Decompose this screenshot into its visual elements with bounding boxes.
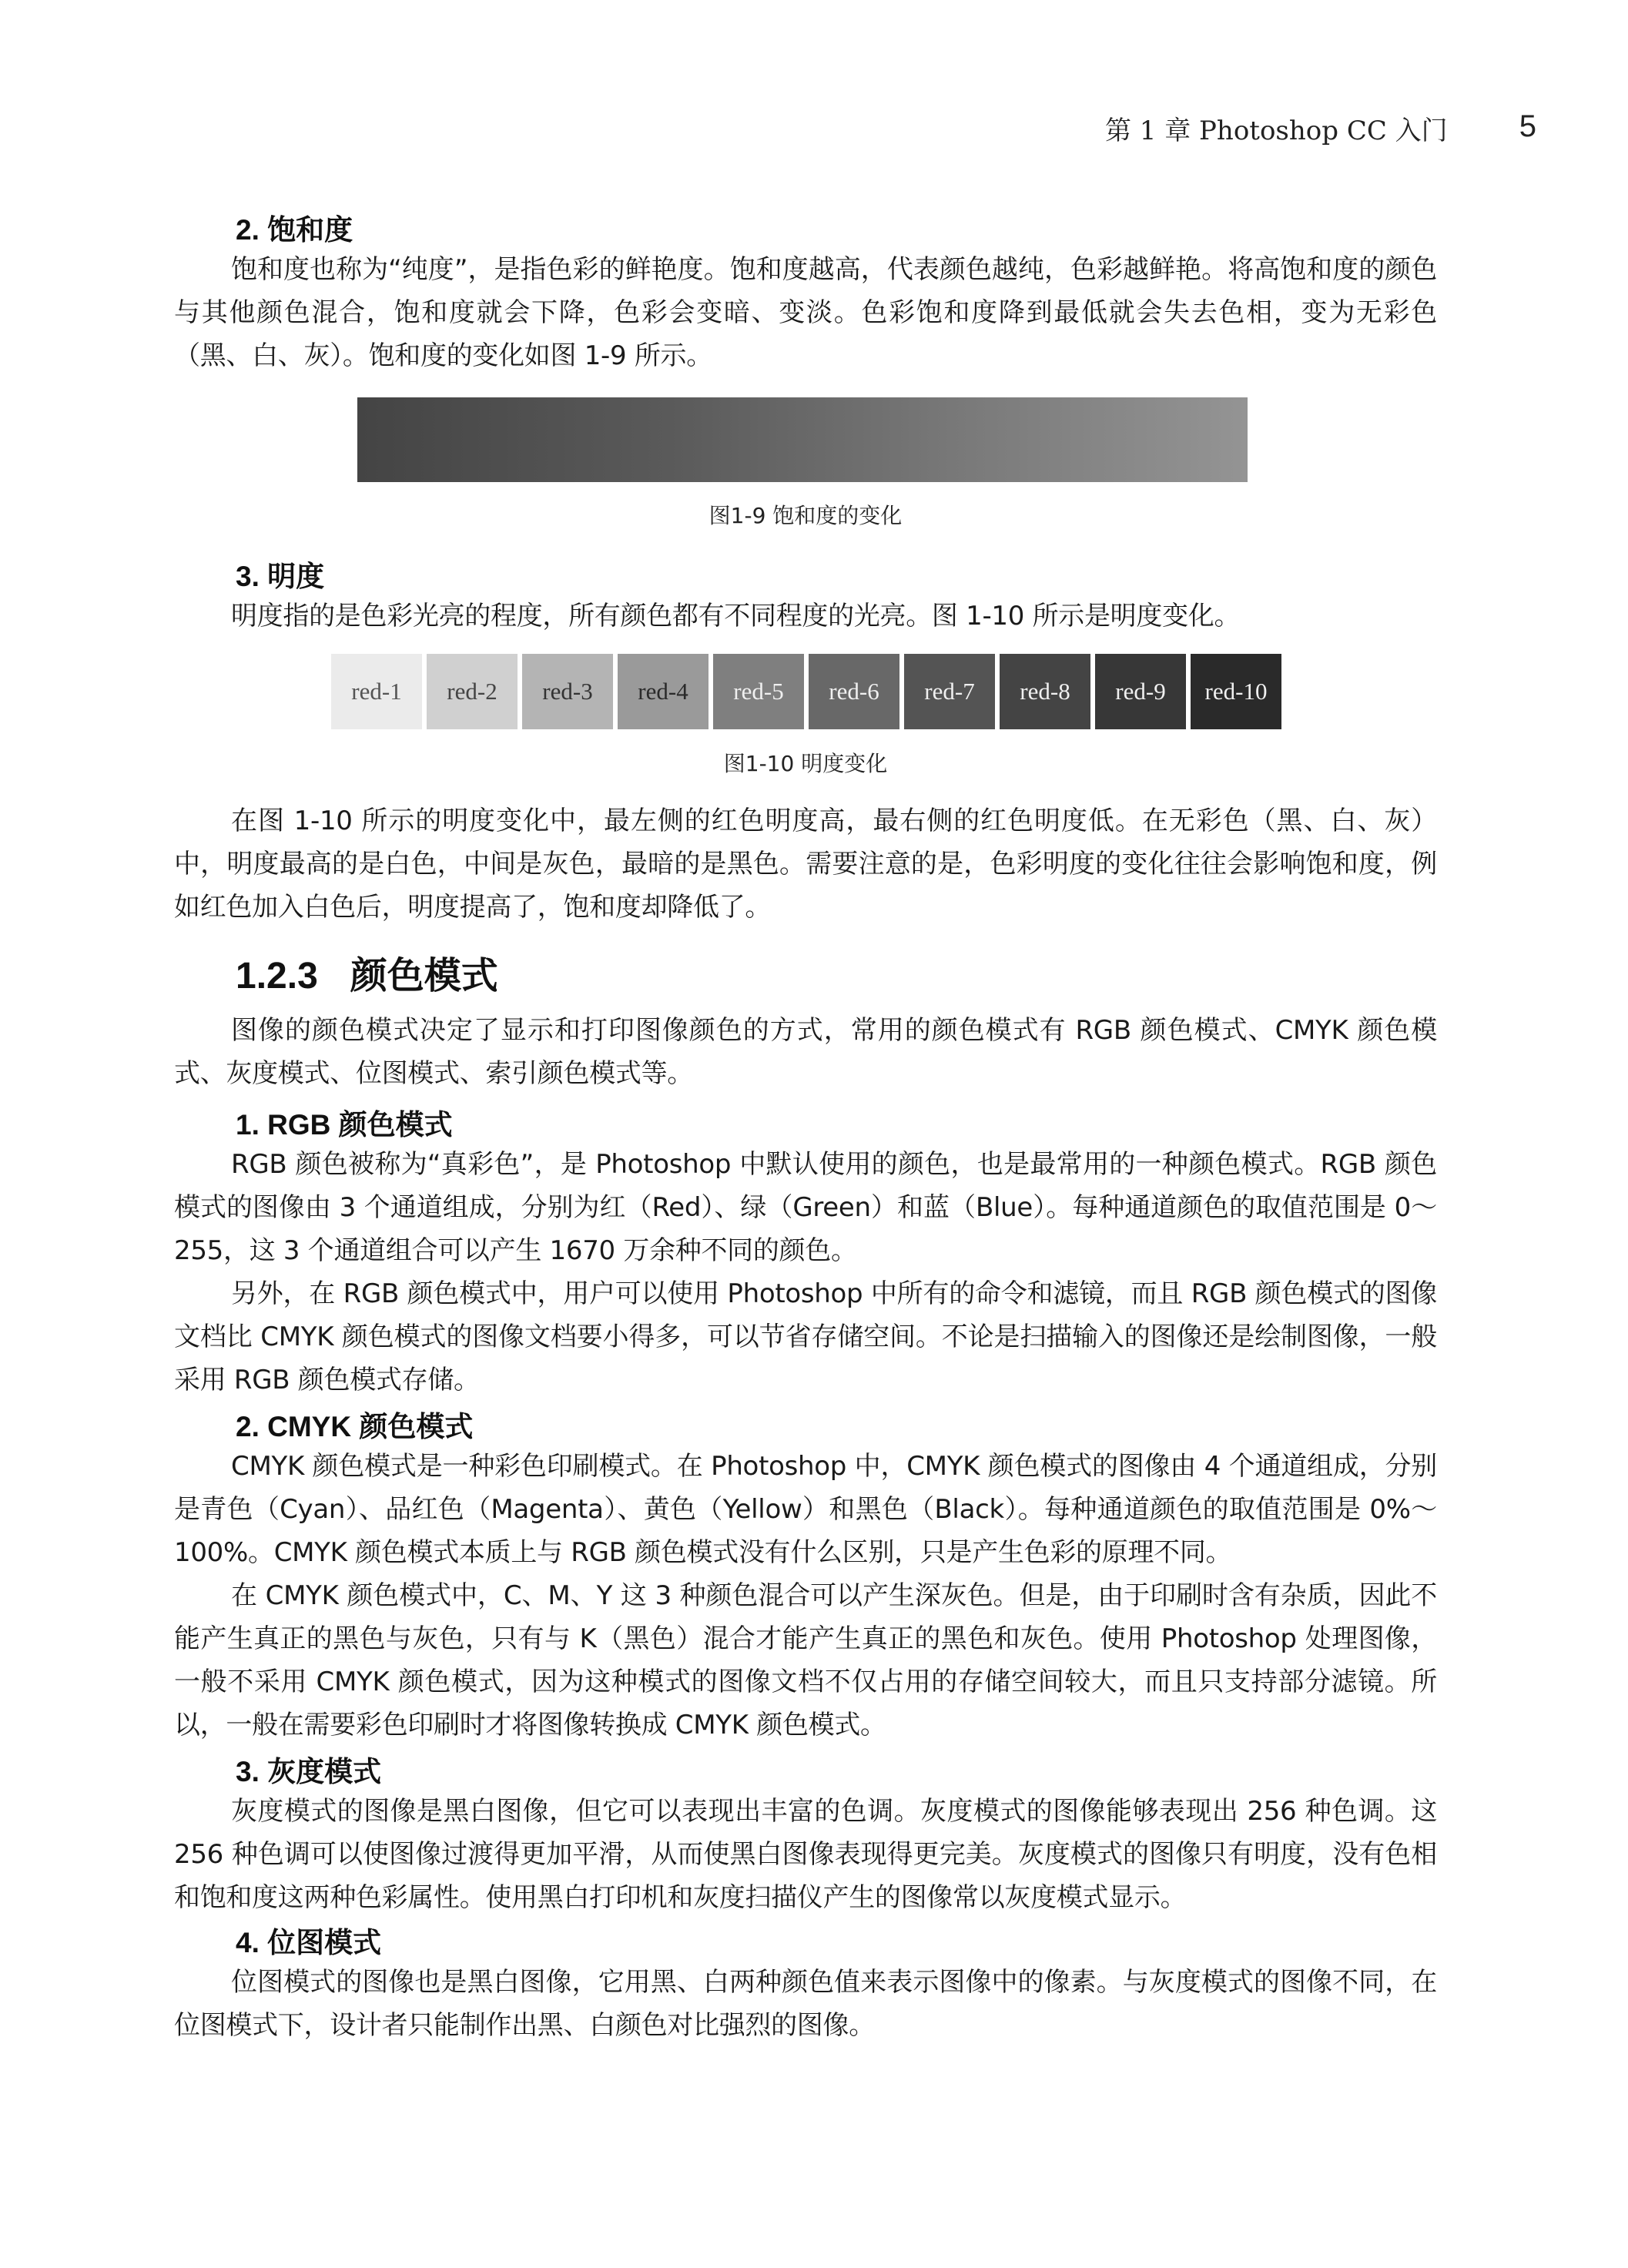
rgb-paragraph-1: RGB 颜色被称为“真彩色”，是 Photoshop 中默认使用的颜色，也是最常用的一种颜色模式。RGB 颜色模式的图像由 3 个通道组成，分别为红（Red）、绿（Green）和蓝（Blue）。每种通道颜色的取值范围是 0～255，这 3 个通道组合可以产生 1670 万余种不同的颜色。 bbox=[174, 1149, 1437, 1266]
brightness-swatch bbox=[331, 654, 422, 729]
figure-1-9-caption: 图1-9 饱和度的变化 bbox=[708, 503, 903, 528]
grayscale-heading: 3. 灰度模式 bbox=[236, 1756, 382, 1787]
swatch-label: red-1 bbox=[351, 678, 402, 705]
brightness-swatch bbox=[904, 654, 995, 729]
section-1-2-3-heading bbox=[236, 946, 498, 999]
swatch-label: red-2 bbox=[447, 678, 497, 705]
rgb-paragraph-2: 另外，在 RGB 颜色模式中，用户可以使用 Photoshop 中所有的命令和滤镜，而且 RGB 颜色模式的图像文档比 CMYK 颜色模式的图像文档要小得多，可以节省存储空间。不论是扫描输入的图像还是绘制图像，一般采用 RGB 颜色模式存储。 bbox=[174, 1278, 1437, 1395]
brightness-swatch bbox=[618, 654, 708, 729]
brightness-swatch bbox=[713, 654, 804, 729]
brightness-swatch bbox=[1000, 654, 1090, 729]
bitmap-paragraph: 位图模式的图像也是黑白图像，它用黑、白两种颜色值来表示图像中的像素。与灰度模式的图像不同，在位图模式下，设计者只能制作出黑、白颜色对比强烈的图像。 bbox=[174, 1967, 1437, 2041]
brightness-swatch bbox=[522, 654, 613, 729]
page-number: 5 bbox=[1519, 109, 1536, 143]
section-title: 颜色模式 bbox=[350, 956, 498, 997]
swatch-label: red-3 bbox=[542, 678, 593, 705]
saturation-paragraph: 饱和度也称为“纯度”，是指色彩的鲜艳度。饱和度越高，代表颜色越纯，色彩越鲜艳。将高饱和度的颜色与其他颜色混合，饱和度就会下降，色彩会变暗、变淡。色彩饱和度降到最低就会失去色相，变为无彩色（黑、白、灰）。饱和度的变化如图 1-9 所示。 bbox=[174, 254, 1437, 371]
swatch-label: red-9 bbox=[1115, 678, 1166, 705]
swatch-label: red-6 bbox=[829, 678, 879, 705]
brightness-swatch-figure bbox=[331, 654, 1274, 729]
figure-1-10-caption: 图1-10 明度变化 bbox=[723, 751, 888, 776]
swatch-label: red-4 bbox=[638, 678, 688, 705]
brightness-swatch bbox=[1191, 654, 1281, 729]
brightness-swatch bbox=[427, 654, 518, 729]
brightness-swatch bbox=[1095, 654, 1186, 729]
swatch-label: red-10 bbox=[1204, 678, 1268, 705]
swatch-label: red-8 bbox=[1020, 678, 1070, 705]
section-number: 1.2.3 bbox=[236, 956, 318, 997]
page-header bbox=[1105, 109, 1536, 156]
brightness-heading: 3. 明度 bbox=[236, 561, 325, 592]
cmyk-paragraph-2: 在 CMYK 颜色模式中，C、M、Y 这 3 种颜色混合可以产生深灰色。但是，由于印刷时含有杂质，因此不能产生真正的黑色与灰色，只有与 K（黑色）混合才能产生真正的黑色和灰色。使用 Photoshop 处理图像，一般不采用 CMYK 颜色模式，因为这种模式的图像文档不仅占用的存储空间较大，而且只支持部分滤镜。所以，一般在需要彩色印刷时才将图像转换成 CMYK 颜色模式。 bbox=[174, 1580, 1437, 1740]
brightness-swatch bbox=[809, 654, 899, 729]
brightness-paragraph: 明度指的是色彩光亮的程度，所有颜色都有不同程度的光亮。图 1-10 所示是明度变化。 bbox=[231, 601, 1241, 631]
running-chapter-title: 第 1 章 Photoshop CC 入门 bbox=[1105, 116, 1448, 146]
saturation-heading: 2. 饱和度 bbox=[236, 214, 353, 246]
saturation-gradient-figure bbox=[357, 397, 1248, 482]
swatch-label: red-7 bbox=[924, 678, 975, 705]
cmyk-paragraph-1: CMYK 颜色模式是一种彩色印刷模式。在 Photoshop 中，CMYK 颜色模式的图像由 4 个通道组成，分别是青色（Cyan）、品红色（Magenta）、黄色（Yellow）和黑色（Black）。每种通道颜色的取值范围是 0%～100%。CMYK 颜色模式本质上与 RGB 颜色模式没有什么区别，只是产生色彩的原理不同。 bbox=[174, 1451, 1437, 1568]
grayscale-paragraph: 灰度模式的图像是黑白图像，但它可以表现出丰富的色调。灰度模式的图像能够表现出 256 种色调。这 256 种色调可以使图像过渡得更加平滑，从而使黑白图像表现得更完美。灰度模式的图像只有明度，没有色相和饱和度这两种色彩属性。使用黑白打印机和灰度扫描仪产生的图像常以灰度模式显示。 bbox=[174, 1796, 1437, 1913]
brightness-explanation-paragraph: 在图 1-10 所示的明度变化中，最左侧的红色明度高，最右侧的红色明度低。在无彩色（黑、白、灰）中，明度最高的是白色，中间是灰色，最暗的是黑色。需要注意的是，色彩明度的变化往往会影响饱和度，例如红色加入白色后，明度提高了，饱和度却降低了。 bbox=[174, 806, 1437, 923]
bitmap-heading: 4. 位图模式 bbox=[236, 1927, 382, 1958]
color-modes-intro-paragraph: 图像的颜色模式决定了显示和打印图像颜色的方式，常用的颜色模式有 RGB 颜色模式、CMYK 颜色模式、灰度模式、位图模式、索引颜色模式等。 bbox=[174, 1015, 1437, 1089]
rgb-heading: 1. RGB 颜色模式 bbox=[236, 1109, 453, 1141]
cmyk-heading: 2. CMYK 颜色模式 bbox=[236, 1411, 474, 1442]
swatch-label: red-5 bbox=[733, 678, 784, 705]
